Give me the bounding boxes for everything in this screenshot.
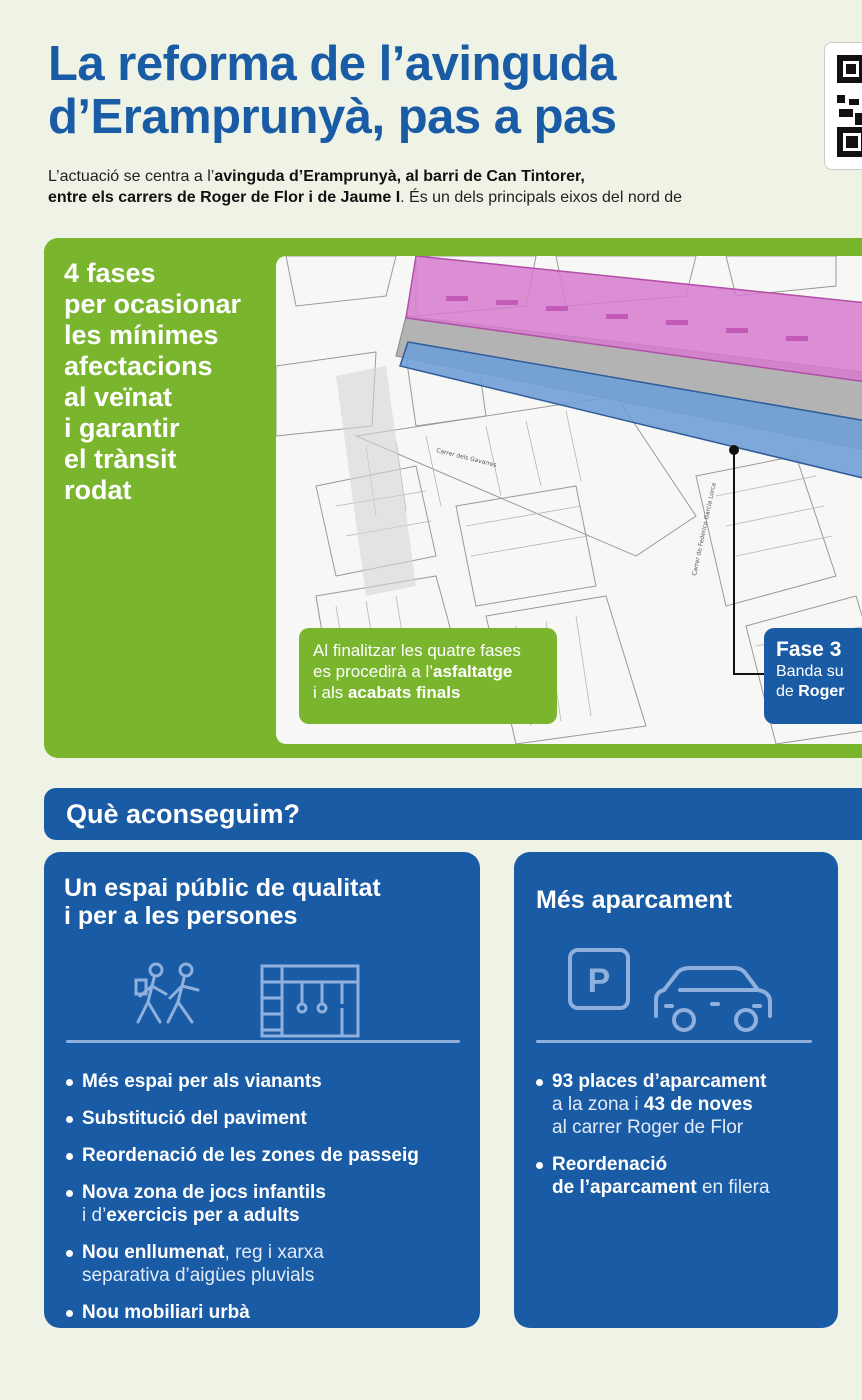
finish-note-line1: Al finalitzar les quatre fases bbox=[313, 641, 521, 660]
bullet-plain: en filera bbox=[696, 1177, 770, 1198]
phase-3-line2-plain: de bbox=[776, 683, 799, 700]
page-title bbox=[48, 38, 768, 144]
map-street-label: Carrer de Federico García Lorca bbox=[691, 482, 718, 577]
intro-line1-plain: L’actuació se centra a l’ bbox=[48, 168, 215, 185]
bullet-bold: 43 de noves bbox=[643, 1094, 753, 1115]
card-parking-bullets bbox=[534, 1070, 824, 1213]
finish-note bbox=[299, 628, 557, 724]
card-public-space bbox=[44, 852, 480, 1328]
playground-icon bbox=[262, 966, 358, 1036]
list-item bbox=[64, 1301, 464, 1324]
list-item bbox=[534, 1153, 824, 1199]
phases-heading-line: 4 fases bbox=[64, 258, 156, 288]
phases-heading-line: el trànsit bbox=[64, 444, 177, 474]
intro-line2-bold: entre els carrers de Roger de Flor i de Jaume I bbox=[48, 189, 401, 206]
card-public-space-divider bbox=[66, 1040, 460, 1043]
parking-letter: P bbox=[587, 962, 611, 1000]
list-item bbox=[64, 1181, 464, 1227]
phase-3-box bbox=[764, 628, 862, 724]
bullet-plain: separativa d’aigües pluvials bbox=[82, 1265, 315, 1286]
finish-note-bold1: asfaltatge bbox=[433, 662, 513, 681]
card-parking-divider bbox=[536, 1040, 812, 1043]
bullet-bold: 93 places d’aparcament bbox=[552, 1071, 767, 1092]
title-line-1: La reforma de l’avinguda bbox=[48, 37, 616, 91]
intro-line1-bold: avinguda d’Eramprunyà, al barri de Can Tintorer, bbox=[214, 168, 585, 185]
map-side-street bbox=[336, 366, 416, 596]
card-public-space-title-line1: Un espai públic de qualitat bbox=[64, 874, 381, 902]
bullet-plain: a la zona i bbox=[552, 1094, 644, 1115]
finish-note-bold2: acabats finals bbox=[347, 683, 461, 702]
map-pointer-line bbox=[734, 450, 764, 674]
bullet-bold: Substitució del paviment bbox=[82, 1108, 307, 1129]
card-public-space-title-line2: i per a les persones bbox=[64, 902, 298, 930]
bullet-bold: Nou mobiliari urbà bbox=[82, 1302, 250, 1323]
bullet-bold: Reordenació bbox=[552, 1154, 668, 1175]
pedestrians-icon bbox=[136, 964, 198, 1022]
list-item bbox=[534, 1070, 824, 1139]
qr-code-icon[interactable] bbox=[824, 42, 862, 170]
phases-heading-line: les mínimes bbox=[64, 320, 219, 350]
finish-note-line3: i als bbox=[313, 683, 348, 702]
card-parking-title: Més aparcament bbox=[536, 886, 732, 914]
phases-heading-line: rodat bbox=[64, 475, 132, 505]
phases-heading-line: per ocasionar bbox=[64, 289, 242, 319]
finish-note-line2: es procedirà a l’ bbox=[313, 662, 434, 681]
intro-text bbox=[48, 166, 862, 208]
list-item bbox=[64, 1107, 464, 1130]
map-street-label: Carrer dels Gavarres bbox=[435, 447, 498, 469]
card-parking bbox=[514, 852, 838, 1328]
card-public-space-illustration bbox=[134, 960, 374, 1042]
phases-heading bbox=[64, 258, 274, 506]
bullet-bold: Reordenació de les zones de passeig bbox=[82, 1145, 419, 1166]
phases-heading-line: al veïnat bbox=[64, 382, 173, 412]
bullet-bold: de l’aparcament bbox=[552, 1177, 697, 1198]
bullet-plain: i d’ bbox=[82, 1205, 107, 1226]
list-item bbox=[64, 1241, 464, 1287]
phases-heading-line: afectacions bbox=[64, 351, 213, 381]
car-icon bbox=[656, 968, 770, 1030]
bullet-bold: exercicis per a adults bbox=[106, 1205, 300, 1226]
list-item bbox=[64, 1144, 464, 1167]
card-public-space-bullets bbox=[64, 1070, 464, 1338]
bullet-plain: al carrer Roger de Flor bbox=[552, 1117, 744, 1138]
list-item bbox=[64, 1070, 464, 1093]
card-public-space-title bbox=[64, 874, 381, 930]
phases-heading-line: i garantir bbox=[64, 413, 180, 443]
bullet-bold: Nou enllumenat bbox=[82, 1242, 225, 1263]
title-line-2: d’Eramprunyà, pas a pas bbox=[48, 90, 617, 144]
bullet-bold: Nova zona de jocs infantils bbox=[82, 1182, 326, 1203]
bullet-plain: , reg i xarxa bbox=[224, 1242, 324, 1263]
phase-3-title: Fase 3 bbox=[776, 638, 842, 661]
phase-3-line2-bold: Roger bbox=[798, 683, 845, 700]
card-parking-illustration bbox=[566, 946, 780, 1038]
bullet-bold: Més espai per als vianants bbox=[82, 1071, 322, 1092]
parking-sign-icon bbox=[570, 950, 628, 1008]
phase-3-line1: Banda su bbox=[776, 663, 844, 680]
achievements-heading: Què aconseguim? bbox=[66, 799, 301, 829]
intro-line2-plain: . És un dels principals eixos del nord de bbox=[400, 189, 683, 206]
